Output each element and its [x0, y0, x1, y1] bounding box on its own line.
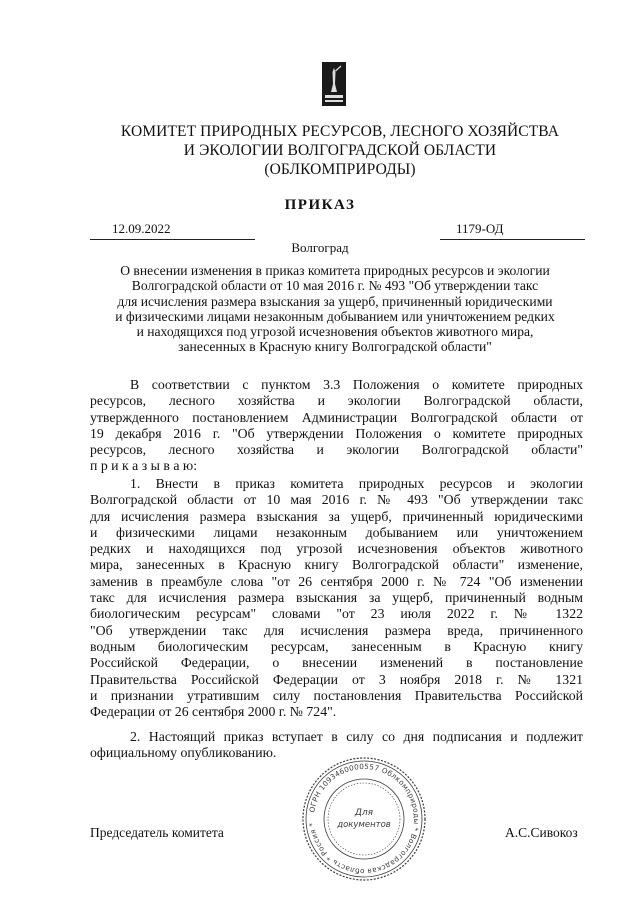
subject-line: для исчисления размера взыскания за ущерб, причиненный юридическими	[117, 293, 553, 309]
body-line: мира, занесенных в Красную книгу Волгоградской области" изменение,	[90, 557, 583, 573]
svg-text:документов: документов	[337, 820, 391, 830]
subject-line: О внесении изменения в приказ комитета природных ресурсов и экологии	[120, 263, 550, 278]
body-line: такс для исчисления размера взыскания за ущерб, причиненный водным	[90, 590, 583, 606]
body-line: утвержденного постановлением Администрации Волгоградской области от	[90, 409, 583, 425]
document-date: 12.09.2022	[112, 221, 171, 236]
body-line: официальному опубликованию.	[90, 745, 277, 761]
signatory-title: Председатель комитета	[90, 825, 224, 840]
body-line: редких и находящихся под угрозой исчезновения объектов животного	[90, 541, 583, 557]
org-line-3: (ОБЛКОМПРИРОДЫ)	[264, 161, 416, 178]
seal-icon	[300, 755, 428, 883]
org-line-1: КОМИТЕТ ПРИРОДНЫХ РЕСУРСОВ, ЛЕСНОГО ХОЗЯЙСТВА	[120, 123, 560, 140]
body-line: Российской Федерации, о внесении изменений в постановление	[90, 655, 583, 671]
document-type-title: ПРИКАЗ	[284, 197, 356, 213]
body-line: для исчисления размера взыскания за ущерб, причиненный юридическими	[90, 508, 583, 524]
document-number: 1179-ОД	[456, 221, 504, 236]
body-line: Федерации от 26 сентября 2000 г. № 724".	[90, 704, 337, 720]
body-line: ресурсов, лесного хозяйства и экологии Волгоградской области"	[90, 442, 583, 458]
number-field	[440, 221, 585, 240]
body-line: 19 декабря 2016 г. "Об утверждении Положения о комитете природных	[90, 425, 583, 441]
svg-text:Для: Для	[354, 808, 374, 818]
body-line: биологическим ресурсам" словами "от 23 июля 2022 г. № 1322	[90, 606, 583, 622]
subject-line: и находящихся под угрозой исчезновения объектов животного мира,	[136, 324, 534, 340]
body-line: водным биологическим ресурсам, занесенным в Красную книгу	[90, 638, 583, 654]
subject-line: занесенных в Красную книгу Волгоградской области"	[178, 339, 492, 355]
clause-1-paragraph	[90, 476, 583, 720]
date-field	[90, 221, 255, 240]
coat-of-arms-icon	[322, 62, 346, 106]
subject-line: Волгоградской области от 10 мая 2016 г. № 493 "Об утверждении такс	[131, 278, 539, 294]
body-line: ресурсов, лесного хозяйства и экологии Волгоградской области,	[90, 393, 583, 409]
body-line: Правительства Российской Федерации от 3 ноября 2018 г. № 1321	[90, 671, 583, 687]
body-line: "Об утверждении такс для исчисления размера вреда, причиненного	[90, 622, 583, 638]
document-subject	[70, 263, 600, 355]
subject-line: и физическими лицами незаконным добыванием или уничтожением редких	[115, 308, 555, 324]
body-line: п р и к а з ы в а ю:	[90, 458, 198, 474]
body-line: 1. Внести в приказ комитета природных ресурсов и экологии	[130, 476, 583, 491]
body-line: В соответствии с пунктом 3.3 Положения о комитете природных	[130, 377, 583, 392]
preamble-paragraph	[90, 377, 583, 475]
body-line: и признании утратившим силу постановления Правительства Российской	[90, 687, 583, 703]
org-line-2: И ЭКОЛОГИИ ВОЛГОГРАДСКОЙ ОБЛАСТИ	[183, 142, 497, 159]
signatory-name: А.С.Сивокоз	[505, 825, 578, 840]
svg-text:ОГРН 1093460000557 Облкомприро: ОГРН 1093460000557 Облкомприроды * Волгоградская область * Россия *	[307, 761, 422, 877]
body-line: и физическими лицами незаконным добыванием или уничтожением	[90, 524, 583, 540]
body-line: заменив в преамбуле слова "от 26 сентября 2000 г. № 724 "Об изменении	[90, 573, 583, 589]
body-line: Волгоградской области от 10 мая 2016 г. № 493 "Об утверждении такс	[90, 492, 583, 508]
city-label: Волгоград	[291, 240, 349, 255]
body-line: 2. Настоящий приказ вступает в силу со дня подписания и подлежит	[130, 729, 583, 744]
official-seal	[300, 755, 428, 883]
